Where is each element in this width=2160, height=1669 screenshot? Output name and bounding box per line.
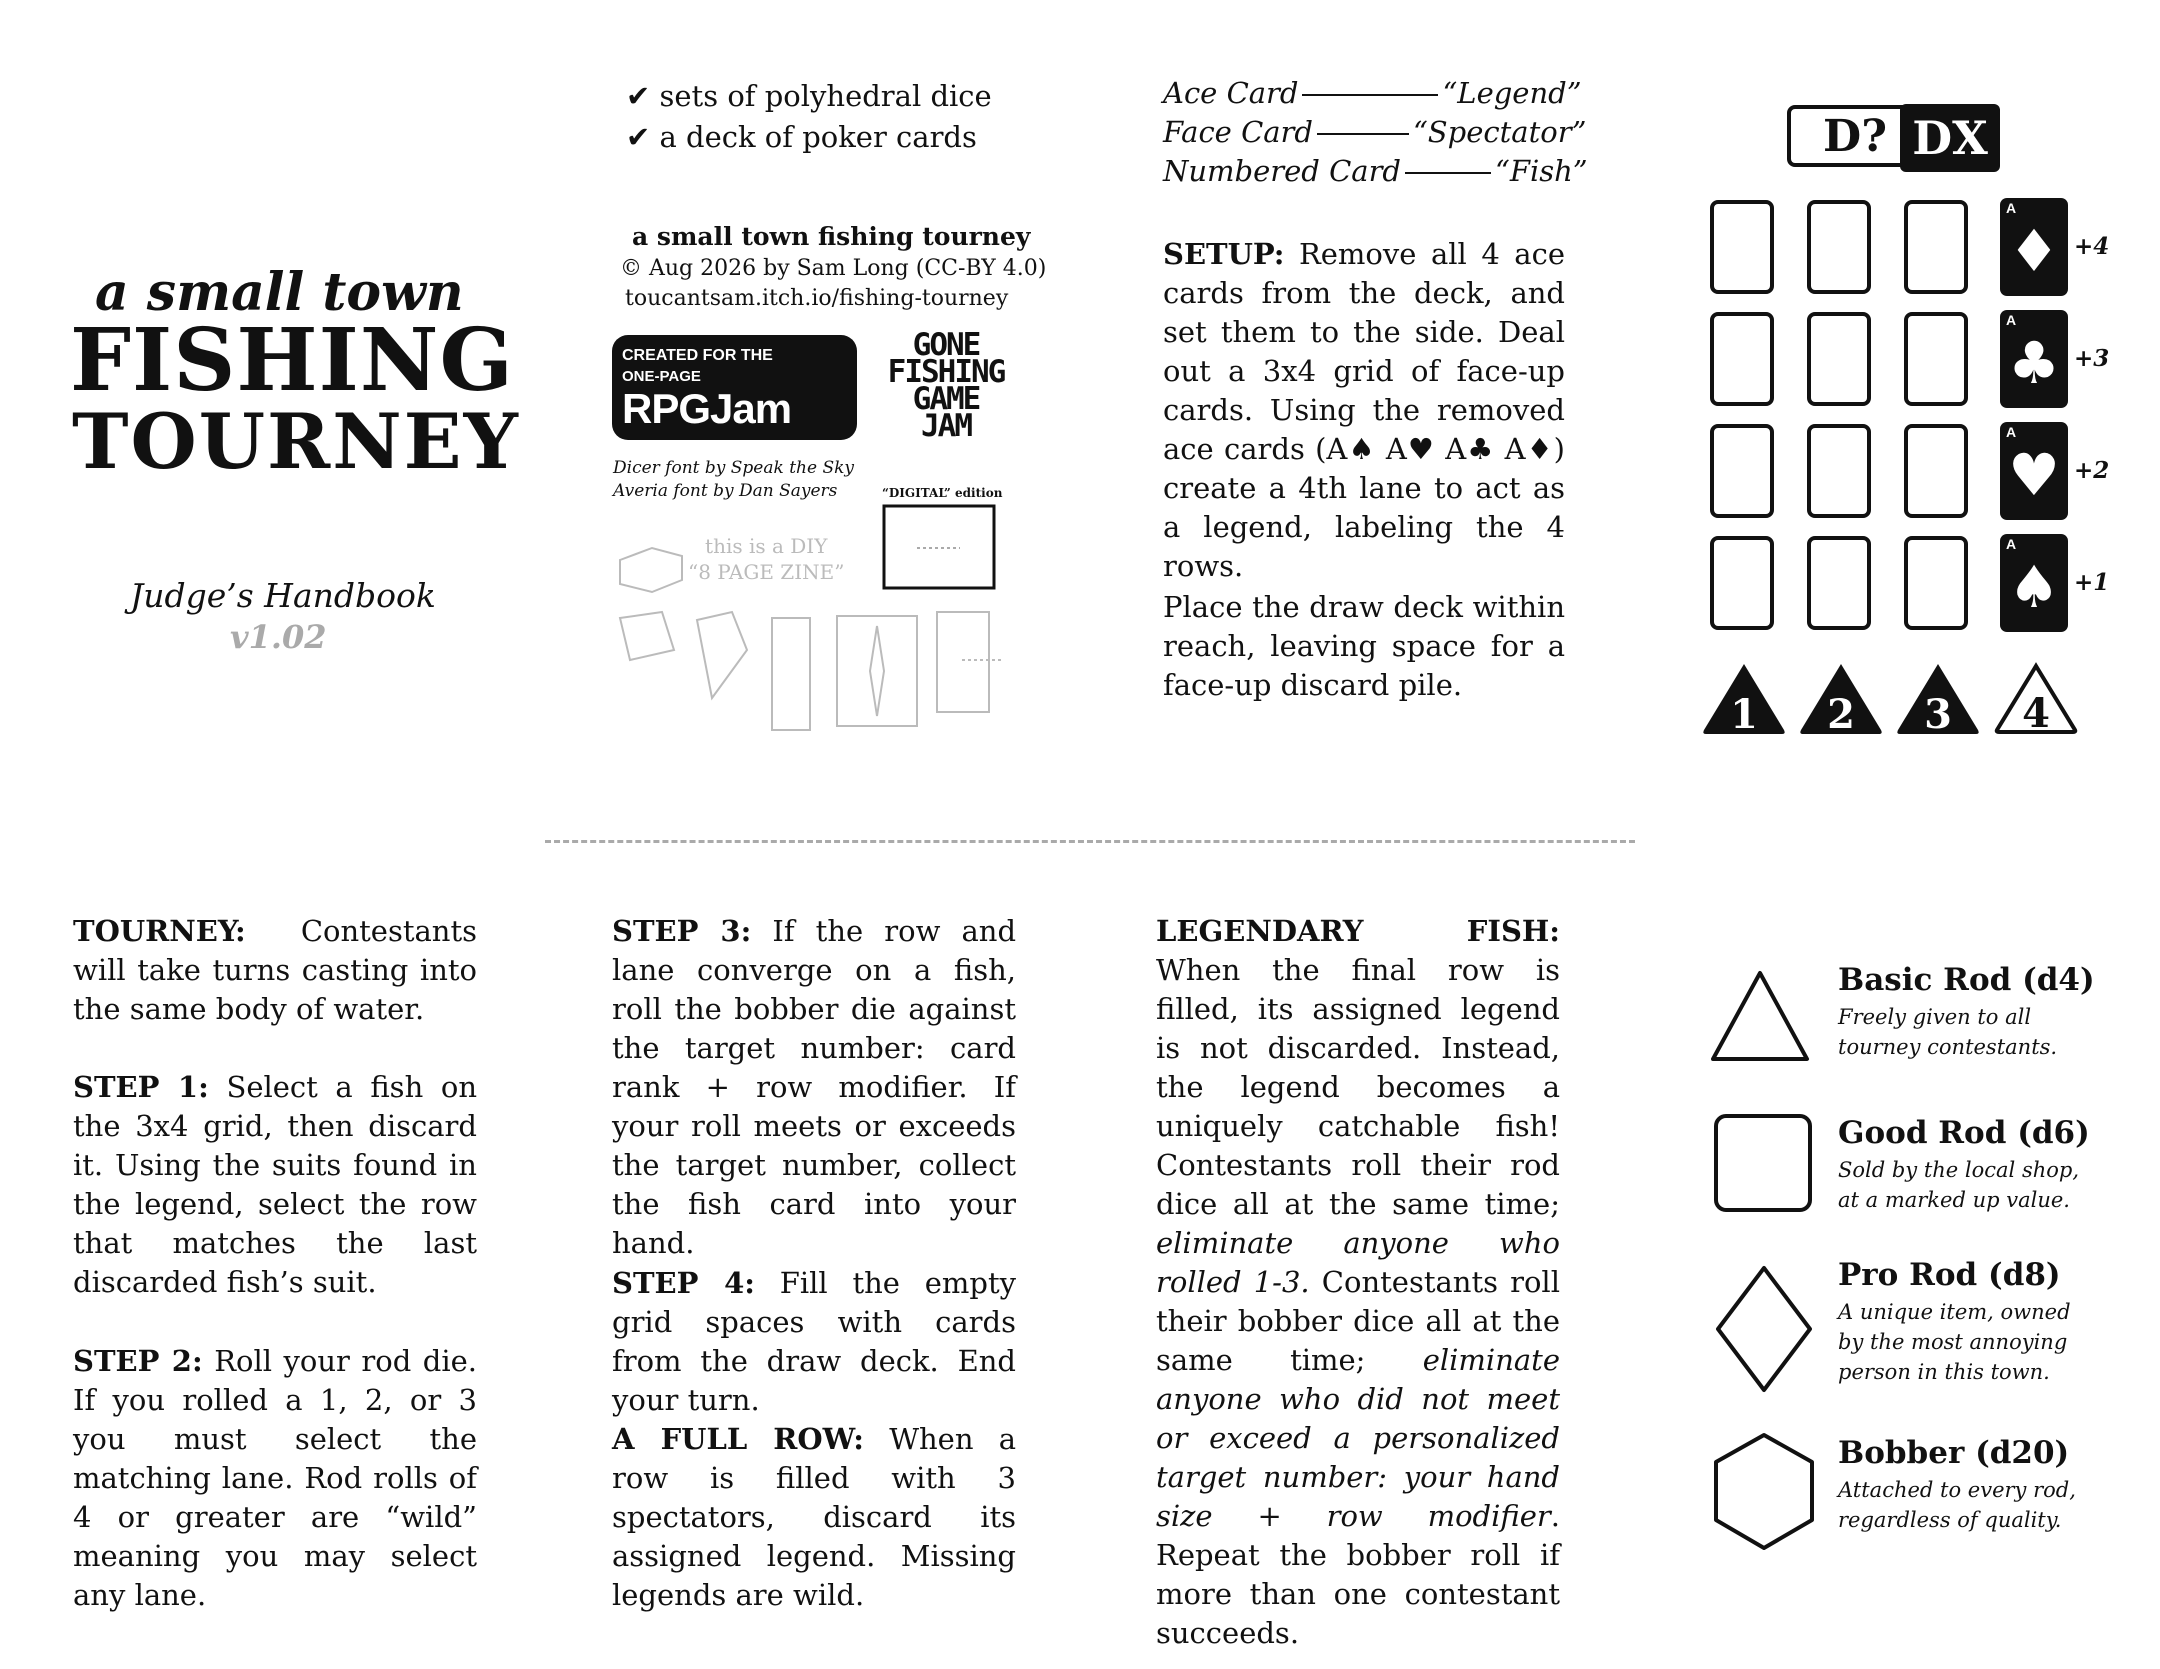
rod-description [1838, 1002, 2057, 1062]
setup-paragraph [1163, 235, 1565, 586]
legend-card-role: “Legend” [1442, 76, 1582, 110]
lane-number: 2 [1827, 691, 1855, 736]
rule-step2 [73, 1342, 477, 1615]
legend-ace [1163, 76, 1582, 110]
credits-url: toucantsam.itch.io/fishing-tourney [625, 286, 1009, 311]
rule-lead: LEGENDARY FISH: [1156, 914, 1560, 948]
diamond-icon: ♦ [2008, 217, 2060, 285]
rod-desc-line: person in this town. [1838, 1360, 2050, 1384]
triangle-icon [1705, 965, 1815, 1075]
fold-divider [545, 840, 1635, 843]
rule-emphasis: eliminate anyone who did not meet or exceed a personalized target number: your hand size + row modifier [1156, 1343, 1560, 1533]
jam-logo-line2: ONE-PAGE [622, 368, 701, 385]
rule-lead: A FULL ROW: [612, 1422, 864, 1456]
heart-icon: ♥ [2008, 441, 2060, 509]
grid-card-slot [1710, 424, 1774, 518]
diy-zine-label [688, 533, 844, 585]
ace-card-diamonds [2000, 198, 2068, 296]
lane-markers [1700, 660, 2090, 736]
diy-line: this is a DIY [705, 534, 828, 558]
setup-paragraph-2 [1163, 588, 1565, 705]
gone-jam-word: FISHING [887, 354, 1005, 390]
card-grid [1706, 200, 2126, 740]
rod-desc-line: Attached to every rod, [1838, 1478, 2076, 1502]
row-modifier: +2 [2074, 457, 2110, 484]
supply-item: ✔ a deck of poker cards [626, 120, 977, 154]
rule-text: Roll your rod die. If you rolled a 1, 2, or 3 you must select the matching lane. Rod rolls of 4 or greater are “wild” meaning you may select any lane. [73, 1344, 477, 1612]
spade-icon: ♠ [2008, 553, 2060, 621]
rule-text: Fill the empty grid spaces with cards from the draw deck. End your turn. [612, 1266, 1016, 1417]
rod-description [1838, 1155, 2079, 1215]
ace-rank: A [2006, 424, 2017, 440]
rule-legendary-fish [1156, 912, 1560, 1653]
grid-card-slot [1807, 200, 1871, 294]
rule-lead: STEP 1: [73, 1070, 209, 1104]
rule-lead: TOURNEY: [73, 914, 246, 948]
rod-desc-line: by the most annoying [1838, 1330, 2068, 1354]
club-icon: ♣ [2008, 329, 2060, 397]
grid-card-slot [1807, 312, 1871, 406]
gone-fishing-jam-logo [866, 327, 1026, 444]
cover-title-line2: TOURNEY [72, 397, 520, 486]
row-modifier: +1 [2074, 569, 2110, 596]
ace-card-clubs [2000, 310, 2068, 408]
hexagon-icon [1708, 1430, 1820, 1554]
version-label: v1.02 [230, 618, 327, 656]
rule-text: If the row and lane converge on a fish, roll the bobber die against the target number: card rank + row modifier. If your roll meets or exceeds the target number, collect the fish card into your hand. [612, 914, 1017, 1260]
rule-text: . Repeat the bobber roll if more than one contestant succeeds. [1156, 1499, 1560, 1650]
handbook-label: Judge’s Handbook [130, 576, 436, 615]
rule-step1 [73, 1068, 477, 1302]
cover-title-line1: FISHING [70, 310, 514, 411]
diamond-icon [1712, 1262, 1816, 1396]
rule-step4 [612, 1264, 1016, 1420]
rule-full-row [612, 1420, 1016, 1615]
diy-line: “8 PAGE ZINE” [688, 560, 845, 584]
rule-step3 [612, 912, 1016, 1263]
grid-card-slot [1904, 536, 1968, 630]
dx-die: DX [1900, 104, 2000, 172]
grid-card-slot [1807, 424, 1871, 518]
setup-text: Remove all 4 ace cards from the deck, and set them to the side. Deal out a 3x4 grid of face-up cards. Using the removed ace cards (A♠ A♥ A♣ A♦) create a 4th lane to act as a legend, labeling the 4 rows. [1163, 237, 1566, 583]
rod-desc-line: regardless of quality. [1838, 1508, 2062, 1532]
rule-lead: STEP 2: [73, 1344, 203, 1378]
rod-description [1838, 1297, 2071, 1387]
legend-face [1163, 115, 1586, 149]
grid-card-slot [1904, 424, 1968, 518]
cover-subtitle: a small town [95, 262, 464, 323]
lane-4-icon [1997, 666, 2076, 736]
grid-card-slot [1710, 200, 1774, 294]
setup-lead: SETUP: [1163, 237, 1285, 271]
rule-text: Contestants will take turns casting into the same body of water. [73, 914, 477, 1026]
font-credit: Averia font by Dan Sayers [613, 481, 838, 501]
rule-text: When a row is filled with 3 spectators, discard its assigned legend. Missing legends are wild. [612, 1422, 1016, 1612]
rule-text: When the final row is filled, its assigned legend is not discarded. Instead, the legend becomes a uniquely catchable fish! Contestants roll their rod dice all at the same time; [1156, 953, 1560, 1221]
rule-text: Contestants roll their bobber dice all at the same time; [1156, 1265, 1560, 1377]
legend-card-name: Face Card [1163, 115, 1313, 149]
legend-numbered [1163, 154, 1588, 188]
legend-card-role: “Spectator” [1412, 115, 1587, 149]
rpg-jam-logo [612, 335, 857, 440]
ace-card-hearts [2000, 422, 2068, 520]
rule-lead: STEP 3: [612, 914, 752, 948]
lane-number: 1 [1730, 691, 1758, 736]
rod-name: Pro Rod (d8) [1838, 1257, 2061, 1293]
legend-card-name: Ace Card [1163, 76, 1299, 110]
rod-desc-line: Sold by the local shop, [1838, 1158, 2080, 1182]
unknown-die: D? [1787, 105, 1923, 167]
rod-desc-line: at a marked up value. [1838, 1188, 2070, 1212]
legend-card-name: Numbered Card [1163, 154, 1401, 188]
row-modifier: +4 [2074, 233, 2110, 260]
rod-desc-line: tourney contestants. [1838, 1035, 2058, 1059]
grid-card-slot [1904, 200, 1968, 294]
credits-title: a small town fishing tourney [632, 222, 1031, 251]
legend-card-role: “Fish” [1495, 154, 1588, 188]
ace-rank: A [2006, 312, 2017, 328]
ace-card-spades [2000, 534, 2068, 632]
setup-text: Place the draw deck within reach, leaving space for a face-up discard pile. [1163, 590, 1565, 702]
font-credit: Dicer font by Speak the Sky [613, 458, 855, 478]
digital-edition-label: “DIGITAL” edition [882, 486, 1003, 500]
grid-card-slot [1710, 312, 1774, 406]
row-modifier: +3 [2074, 345, 2110, 372]
rule-emphasis: eliminate anyone who rolled 1-3. [1156, 1226, 1560, 1299]
supply-item: ✔ sets of polyhedral dice [626, 79, 992, 113]
rule-text: Select a fish on the 3x4 grid, then discard it. Using the suits found in the legend, select the row that matches the last discarded fish’s suit. [73, 1070, 477, 1299]
rod-name: Good Rod (d6) [1838, 1115, 2090, 1151]
ace-rank: A [2006, 200, 2017, 216]
jam-logo-line3: RPGJam [622, 385, 792, 432]
gone-jam-word: GONE [912, 327, 980, 363]
gone-jam-word: GAME [912, 381, 980, 417]
rod-description [1838, 1475, 2076, 1535]
lane-2-icon [1800, 664, 1881, 736]
lane-1-icon [1703, 664, 1784, 736]
lane-number: 4 [2022, 690, 2050, 736]
grid-card-slot [1710, 536, 1774, 630]
jam-logo-line1: CREATED FOR THE [622, 347, 773, 364]
ace-rank: A [2006, 536, 2017, 552]
rule-tourney [73, 912, 477, 1029]
lane-number: 3 [1924, 691, 1952, 736]
rule-lead: STEP 4: [612, 1266, 755, 1300]
lane-3-icon [1897, 664, 1978, 736]
grid-card-slot [1904, 312, 1968, 406]
rod-name: Basic Rod (d4) [1838, 962, 2095, 998]
rod-desc-line: Freely given to all [1838, 1005, 2032, 1029]
square-icon [1712, 1112, 1816, 1216]
rod-name: Bobber (d20) [1838, 1435, 2070, 1471]
gone-jam-word: JAM [921, 408, 971, 444]
copyright-line: © Aug 2026 by Sam Long (CC-BY 4.0) [620, 256, 1047, 281]
grid-card-slot [1807, 536, 1871, 630]
rod-desc-line: A unique item, owned [1838, 1300, 2071, 1324]
